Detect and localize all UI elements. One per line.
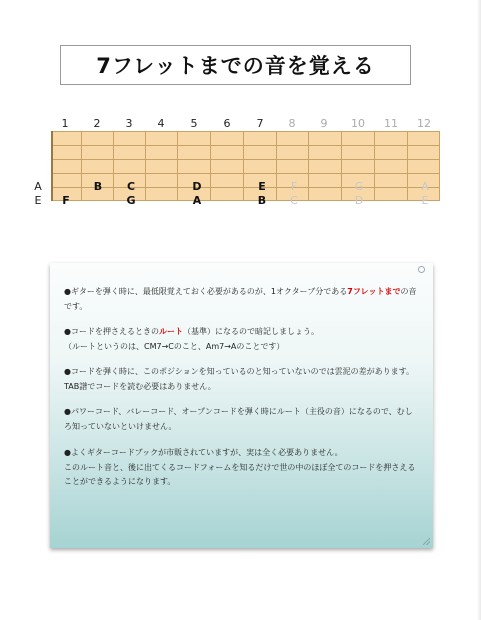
note-a-string-faded: F	[290, 180, 298, 193]
fret-line	[81, 131, 82, 201]
note-a-string: B	[93, 180, 103, 193]
title-box	[60, 45, 411, 85]
string-line	[51, 187, 440, 188]
fret-number-5: 5	[190, 117, 198, 130]
fret-line	[145, 131, 146, 201]
fret-number-6: 6	[223, 117, 231, 130]
fret-number-8: 8	[288, 117, 296, 130]
string-line	[51, 173, 440, 174]
note-a-string-faded: A	[421, 180, 429, 193]
paragraph-2	[64, 325, 418, 354]
sticky-note-card	[50, 263, 433, 548]
string-line	[51, 145, 440, 146]
note-a-string-faded: G	[354, 180, 364, 193]
fret-line	[243, 131, 244, 201]
page-title: 7フレットまでの音を覚える	[96, 54, 375, 78]
note-e-string-faded: C	[290, 194, 298, 207]
fret-number-3: 3	[125, 117, 133, 130]
fret-number-7: 7	[256, 117, 264, 130]
fret-number-11: 11	[384, 117, 398, 130]
fret-line	[374, 131, 375, 201]
paragraph-1-text-end: の音です。	[64, 287, 417, 311]
fret-line	[341, 131, 342, 201]
paragraph-4	[64, 405, 418, 434]
string-label-e: E	[34, 194, 42, 207]
note-e-string: B	[257, 194, 267, 207]
note-e-string: F	[62, 194, 70, 207]
paragraph-1	[64, 285, 418, 314]
fret-line	[308, 131, 309, 201]
fret-number-1: 1	[61, 117, 69, 130]
fretboard	[51, 131, 440, 201]
fret-number-10: 10	[351, 117, 365, 130]
paragraph-5-line1: ●よくギターコードブックが市販されていますが、実は全く必要ありません。	[64, 448, 343, 457]
paragraph-2-text-end: （基準）になるので暗記しましょう。	[182, 327, 319, 336]
note-e-string-faded: E	[421, 194, 429, 207]
note-e-string-faded: D	[354, 194, 364, 207]
fret-line	[407, 131, 408, 201]
fret-line	[177, 131, 178, 201]
paragraph-2-note: （ルートというのは、CM7→Cのこと、Am7→Aのことです）	[64, 341, 285, 351]
paragraph-1-text: ●ギターを弾く時に、最低限覚えておく必要があるのが、1オクターブ分である	[64, 287, 348, 296]
paragraph-3	[64, 365, 418, 394]
paragraph-5	[64, 446, 418, 490]
paragraph-2-text: ●コードを押さえるときの	[64, 327, 159, 336]
string-line	[51, 200, 440, 201]
fret-line	[439, 131, 440, 201]
pin-icon	[418, 266, 425, 273]
paragraph-4-text: ●パワーコード、バレーコード、オープンコードを弾く時にルート（主役の音）になるので、むしろ知っていないといけません。	[64, 407, 413, 431]
fret-number-4: 4	[157, 117, 165, 130]
string-line	[51, 131, 440, 132]
note-a-string: E	[258, 180, 266, 193]
fret-line	[210, 131, 211, 201]
highlight-root: ルート	[158, 327, 183, 336]
resize-grip-icon[interactable]	[423, 538, 430, 545]
page-edge	[477, 0, 481, 620]
nut-line	[51, 131, 53, 201]
paragraph-3-text: ●コードを弾く時に、このポジションを知っているのと知っていないのでは雲泥の差があります。TAB譜でコードを読む必要はありません。	[64, 367, 414, 391]
note-e-string: A	[192, 194, 202, 207]
note-a-string: D	[192, 180, 202, 193]
fret-number-9: 9	[320, 117, 328, 130]
fret-line	[113, 131, 114, 201]
fret-line	[276, 131, 277, 201]
fret-number-2: 2	[93, 117, 101, 130]
highlight-7fret: 7フレットまで	[347, 287, 401, 296]
fret-number-12: 12	[417, 117, 431, 130]
string-line	[51, 159, 440, 160]
note-e-string: G	[126, 194, 136, 207]
string-label-a: A	[34, 180, 42, 193]
note-a-string: C	[126, 180, 136, 193]
paragraph-5-line2: このルート音と、後に出てくるコードフォームを知るだけで世の中のほぼ全てのコードを押さえることができるようになります。	[64, 462, 416, 486]
